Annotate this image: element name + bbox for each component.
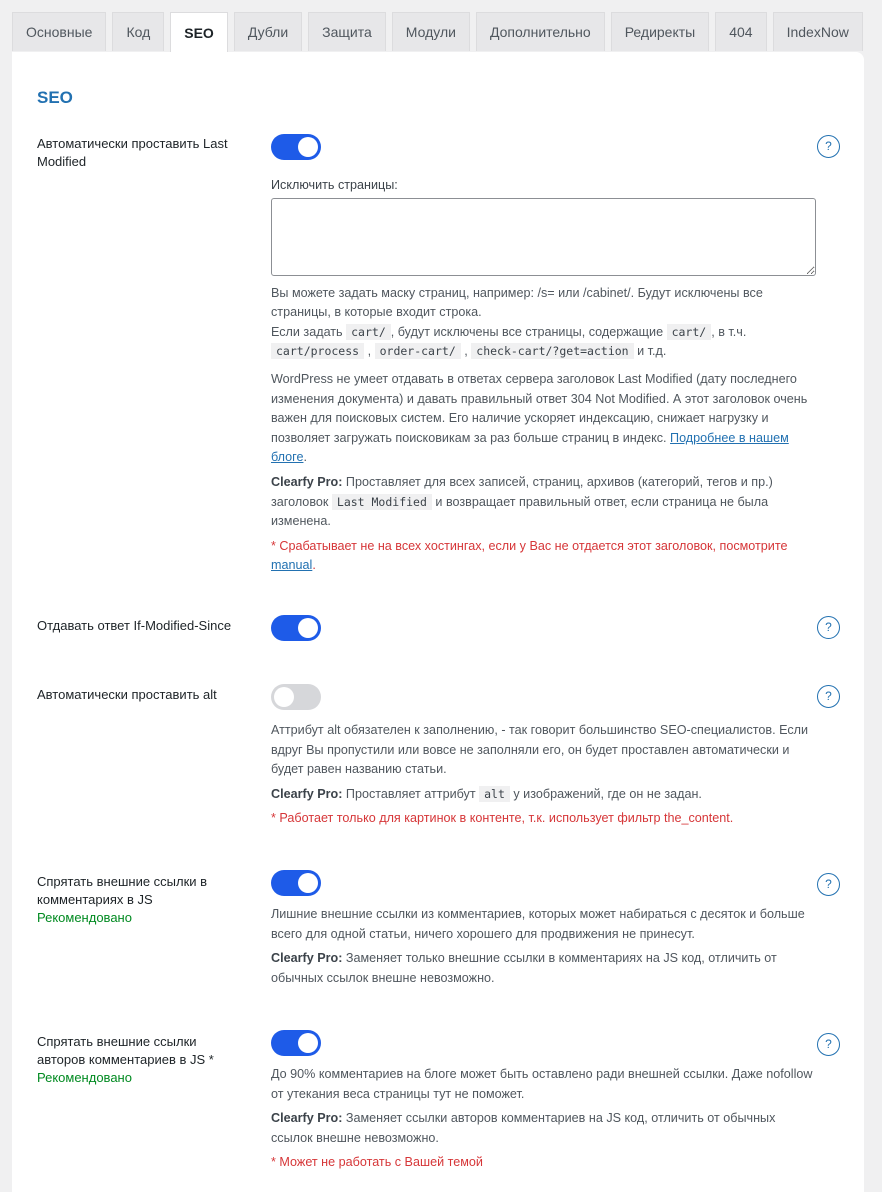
- tab-osnovnye[interactable]: Основные: [12, 12, 106, 51]
- setting-content: [271, 1065, 819, 1178]
- code-check-cart: check-cart/?get=action: [471, 343, 633, 359]
- tab-bar: [12, 12, 863, 52]
- tab-zashchita[interactable]: Защита: [308, 12, 386, 51]
- exclude-pages-label: Исключить страницы:: [271, 178, 398, 192]
- mask-text-1: Вы можете задать маску страниц, например: /s= или /cabinet/. Будут исключены все страницы, в которые входит строка.: [271, 285, 763, 320]
- hide-comment-links-toggle[interactable]: [271, 870, 321, 896]
- pro-note: [271, 949, 819, 988]
- tab-seo[interactable]: SEO: [170, 12, 228, 53]
- last-modified-toggle[interactable]: [271, 134, 321, 160]
- tab-404[interactable]: 404: [715, 12, 766, 51]
- comma: ,: [367, 344, 372, 359]
- code-cart2: cart/: [667, 324, 712, 340]
- pro-text-a: Проставляет для всех записей, страниц, архивов (категорий, тегов и пр.) заголовок: [271, 474, 773, 509]
- toggle-knob: [298, 873, 318, 893]
- toggle-knob: [298, 618, 318, 638]
- pro-label: Clearfy Pro:: [271, 951, 343, 966]
- label-text: Спрятать внешние ссылки авторов комментариев в JS *: [37, 1034, 214, 1067]
- recommended-badge: Рекомендовано: [37, 910, 132, 925]
- setting-label: Автоматически проставить alt: [37, 687, 217, 702]
- setting-label: Автоматически проставить Last Modified: [37, 136, 228, 169]
- code-cart-process: cart/process: [271, 343, 364, 359]
- help-icon[interactable]: ?: [817, 616, 840, 639]
- setting-content: [271, 905, 819, 993]
- blog-link[interactable]: Подробнее в нашем блоге: [271, 430, 789, 465]
- code-last-modified: Last Modified: [332, 494, 432, 510]
- pro-text: Заменяет ссылки авторов комментариев на JS код, отличить от обычных ссылок внешне невозможно.: [271, 1111, 776, 1145]
- label-text: Спрятать внешние ссылки в комментариях в JS: [37, 874, 208, 907]
- warn-text: * Срабатывает не на всех хостингах, если у Вас не отдается этот заголовок, посмотрите: [271, 538, 788, 553]
- tab-dubli[interactable]: Дубли: [234, 12, 302, 51]
- exclude-pages-textarea[interactable]: [271, 198, 816, 276]
- manual-link[interactable]: manual: [271, 558, 313, 573]
- toggle-knob: [274, 687, 294, 707]
- description: Аттрибут alt обязателен к заполнению, - так говорит большинство SEO-специалистов. Если вдруг Вы пропустили или вовсе не заполняли его, он будет проставлен автоматически и будет равен названию статьи.: [271, 723, 809, 777]
- description: Лишние внешние ссылки из комментариев, которых может набираться с десяток и больше всего для одной статьи, ничего хорошего для продвижения не принесут.: [271, 907, 805, 941]
- tab-dopolnitelno[interactable]: Дополнительно: [476, 12, 605, 51]
- warning: [271, 537, 819, 576]
- comma: ,: [464, 344, 468, 359]
- pro-text-b: и возвращает правильный ответ, если страница не была изменена.: [271, 494, 769, 529]
- hide-author-links-toggle[interactable]: [271, 1030, 321, 1056]
- help-icon[interactable]: ?: [817, 1033, 840, 1056]
- pro-note: [271, 1109, 819, 1148]
- tab-kod[interactable]: Код: [112, 12, 164, 51]
- mask-text-2c: , в т.ч.: [711, 324, 747, 339]
- toggle-knob: [298, 137, 318, 157]
- mask-text-2d: и т.д.: [637, 344, 667, 359]
- tab-redirekty[interactable]: Редиректы: [611, 12, 710, 51]
- desc-text: WordPress не умеет отдавать в ответах сервера заголовок Last Modified (дату последнего изменения документа) и давать правильный ответ 304 Not Modified. А этот заголовок очень важен для поисковых систем. Его наличие ускоряет индексацию, снижает нагрузку и позволяет загружать поисковикам за раз больше страниц в индекс.: [271, 371, 808, 445]
- setting-content: [271, 721, 819, 834]
- pro-label: Clearfy Pro:: [271, 1111, 343, 1126]
- help-icon[interactable]: ?: [817, 685, 840, 708]
- code-alt: alt: [479, 786, 510, 802]
- pro-note: [271, 473, 819, 532]
- pro-label: Clearfy Pro:: [271, 786, 343, 801]
- if-modified-since-toggle[interactable]: [271, 615, 321, 641]
- recommended-badge: Рекомендовано: [37, 1070, 132, 1085]
- description: [271, 370, 819, 468]
- description: До 90% комментариев на блоге может быть оставлено ради внешней ссылки. Даже nofollow от утекания веса страницы тут не поможет.: [271, 1067, 813, 1101]
- warning: * Работает только для картинок в контенте, т.к. использует фильтр the_content.: [271, 811, 734, 826]
- toggle-knob: [298, 1033, 318, 1053]
- section-title: SEO: [37, 88, 73, 107]
- pro-text-b: у изображений, где он не задан.: [513, 786, 702, 801]
- setting-label: Отдавать ответ If-Modified-Since: [37, 618, 232, 633]
- desc-end: .: [303, 450, 307, 465]
- pro-text-a: Проставляет аттрибут: [345, 786, 476, 801]
- pro-note: [271, 785, 819, 805]
- warning: * Может не работать с Вашей темой: [271, 1155, 483, 1170]
- setting-label: [37, 1033, 247, 1087]
- setting-content: [271, 176, 819, 581]
- help-icon[interactable]: ?: [817, 135, 840, 158]
- mask-text-2b: , будут исключены все страницы, содержащие: [390, 324, 664, 339]
- code-cart: cart/: [346, 324, 391, 340]
- pro-text: Заменяет только внешние ссылки в комментариях на JS код, отличить от обычных ссылок внешне невозможно.: [271, 951, 777, 985]
- tab-moduli[interactable]: Модули: [392, 12, 470, 51]
- tab-indexnow[interactable]: IndexNow: [773, 12, 863, 51]
- warn-end: .: [312, 558, 316, 573]
- auto-alt-toggle[interactable]: [271, 684, 321, 710]
- settings-panel: [12, 52, 864, 1192]
- setting-label: [37, 873, 247, 927]
- help-icon[interactable]: ?: [817, 873, 840, 896]
- mask-text-2a: Если задать: [271, 324, 343, 339]
- mask-hint: [271, 284, 819, 362]
- pro-label: Clearfy Pro:: [271, 474, 343, 489]
- code-order-cart: order-cart/: [375, 343, 461, 359]
